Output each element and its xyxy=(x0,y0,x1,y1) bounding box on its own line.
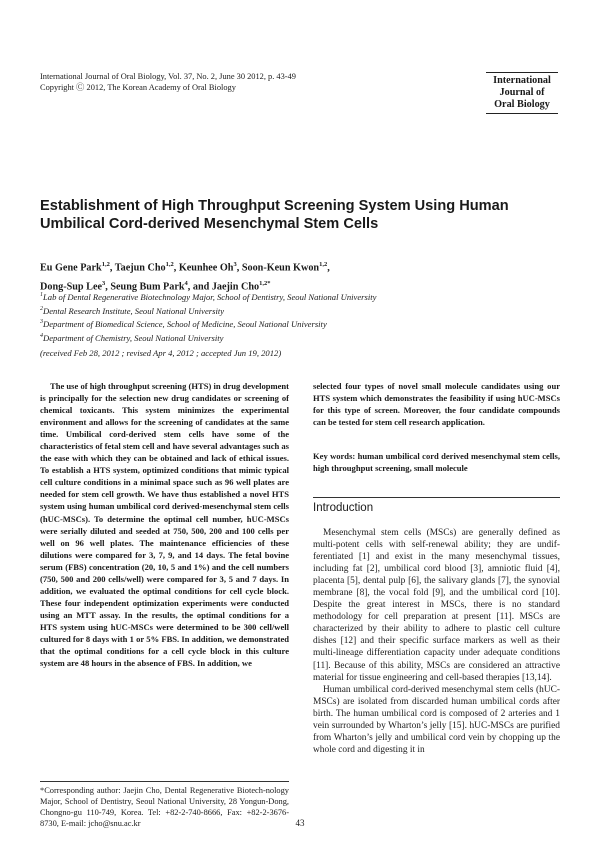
affiliation-line: $^3$Department of Biomedical Science, School of Medicine, Seoul National University xyxy=(40,319,327,330)
introduction-heading: Introduction xyxy=(313,502,374,514)
author-affil-sup: 3 xyxy=(102,280,106,288)
author-list: Eu Gene Park$^{1,2}$, Taejun Cho$^{1,2}$, Keunhee Oh$^3$, Soon-Keun Kwon$^{1,2}$, Dong-Sup Lee$^3$, Seung Bum Park$^4$, and Jaejin Cho$^{1,2*}$ xyxy=(40,261,330,293)
logo-line-1: International xyxy=(493,75,551,86)
journal-logo xyxy=(486,72,558,114)
author-affil-sup: 3 xyxy=(233,261,237,268)
author-name: Eu Gene Park xyxy=(40,262,102,274)
journal-header xyxy=(40,71,296,93)
logo-bottom-rule xyxy=(486,113,558,114)
author-name: Soon-Keun Kwon xyxy=(241,262,320,274)
author-name: Taejun Cho xyxy=(114,262,166,274)
paper-title: Establishment of High Throughput Screening System Using Human Umbilical Cord-derived Mesenchymal Stem Cells xyxy=(40,198,509,232)
affiliations xyxy=(40,290,560,345)
logo-line-2: Journal of xyxy=(499,87,545,98)
section-divider xyxy=(313,497,560,498)
logo-line-3: Oral Biology xyxy=(494,99,550,110)
introduction-body xyxy=(313,527,560,756)
received-dates: (received Feb 28, 2012 ; revised Apr 4, 2012 ; accepted Jun 19, 2012) xyxy=(40,348,282,358)
journal-citation: International Journal of Oral Biology, Vol. 37, No. 2, June 30 2012, p. 43-49 xyxy=(40,72,296,81)
footnote-divider xyxy=(40,781,289,782)
affiliation-line: $^4$Department of Chemistry, Seoul National University xyxy=(40,332,224,343)
page-number: 43 xyxy=(295,818,305,828)
author-affil-sup: 1,2 xyxy=(165,261,174,268)
paragraph: Mesenchymal stem cells (MSCs) are generally defined as multi-potent cells with self-renewal ability; they are undif-ferentiated [1] and exist in the many mesenchymal tissues, including fat [2], umbilical cord blood [3], amniotic fluid [4], placenta [5], dental pulp [6], the salivary glands [7], the synovial membrane [8], the vocal fold [9], and the umbilical cord [10]. Despite the great interest in MSCs, there is no standard methodology for cell preparation at present [11]. MSCs are characterized by their ability to adhere to plastic cell culture dishes [12] and their specific surface markers as well as their multi-lineage differentiation capacity under adequate conditions [11]. Because of this ability, MSCs are considered an attractive material for tissue engineering and cell-based therapies [13,14]. xyxy=(313,528,560,683)
author-affil-sup: 1,2* xyxy=(259,280,271,288)
author-name: Seung Bum Park xyxy=(110,281,185,293)
author-affil-sup: 4 xyxy=(184,280,188,288)
corresponding-author-footnote: *Corresponding author: Jaejin Cho, Dental Regenerative Biotech-nology Major, School of Dentistry, Seoul National University, 28 Yongun-Dong, Chongno-gu 110-749, Korea. Tel: +82-2-740-8666, Fax: +82-2-3676-8730, E-mail: jcho@snu.ac.kr xyxy=(40,786,289,828)
abstract-left: The use of high throughput screening (HTS) in drug development is principally for the selection new drug candidates or screening of chemical toxicants. This system minimizes the experimental environment and allows for the screening of candidates at the same time. Umbilical cord-derived stem cells have some of the characteristics of fetal stem cell and have several advantages such as the ease with which they can be obtained and lack of ethical issues. To establish a HTS system, optimized conditions that mimic typical cell culture conditions in a minimal space such as 96 well plates are needed for stem cell growth. We have thus established a novel HTS system using human umbilical cord derived-mesenchymal stem cells (hUC-MSCs). To determine the optimal cell number, hUC-MSCs were serially diluted and seeded at 750, 500, 200 and 100 cells per well on 96 well plates. The maintenance efficiencies of these dilutions were compared for 3, 7, 9, and 14 days. The fetal bovine serum (FBS) concentration (20, 10, 5 and 1%) and the cell numbers (750, 500 and 200 cells/well) were compared for 3, 5 and 7 days. In addition, we evaluated the optimal conditions for cell cycle block. These four independent optimization experiments were conducted using an MTT assay. In the results, the optimal conditions for a HTS system using hUC-MSCs were determined to be 300 cell/well cultured for 8 days with 1 or 5% FBS. In addition, we demonstrated that the optimal conditions for a cell cycle block in this culture system are 48 hours in the absence of FBS. In addition, we xyxy=(40,381,289,669)
affiliation-line: $^2$Dental Research Institute, Seoul National University xyxy=(40,305,225,316)
author-name: and Jaejin Cho xyxy=(192,281,260,293)
keywords: Key words: human umbilical cord derived mesenchymal stem cells, high throughput screening, small molecule xyxy=(313,451,560,474)
logo-top-rule xyxy=(486,72,558,73)
paragraph: Human umbilical cord-derived mesenchymal stem cells (hUC-MSCs) are isolated from discarded human umbilical cords after birth. The human umbilical cord is composed of 2 arteries and 1 vein surrounded by Wharton’s jelly [15]. hUC-MSCs are purified from Wharton’s jelly and umbilical cord vein by chopping up the whole cord and digesting it in xyxy=(313,684,560,755)
author-name: Keunhee Oh xyxy=(178,262,234,274)
author-name: Dong-Sup Lee xyxy=(40,281,102,293)
abstract-right: selected four types of novel small molecule candidates using our HTS system which demonstrates the feasibility if using hUC-MSCs for this type of screen. Moreover, the four candidate compounds can be tested for stem cell research application. xyxy=(313,381,560,428)
copyright-line: Copyright Ⓒ 2012, The Korean Academy of Oral Biology xyxy=(40,83,236,92)
author-affil-sup: 1,2 xyxy=(319,261,328,268)
affiliation-line: $^1$Lab of Dental Regenerative Biotechnology Major, School of Dentistry, Seoul National University xyxy=(40,291,377,302)
author-affil-sup: 1,2 xyxy=(101,261,110,268)
